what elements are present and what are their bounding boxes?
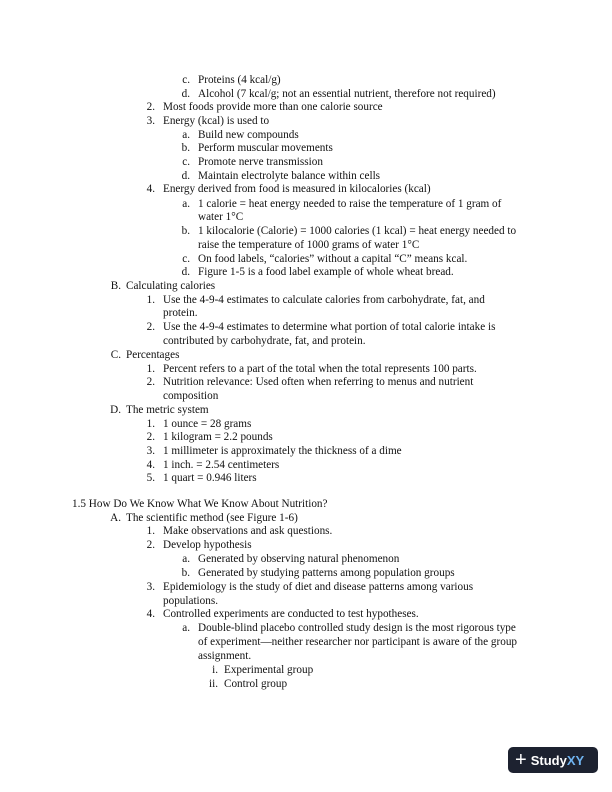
list-marker: 2.	[146, 376, 155, 388]
list-item-text: Figure 1-5 is a food label example of whole wheat bread.	[198, 266, 454, 278]
list-item-text: Percent refers to a part of the total when the total represents 100 parts.	[163, 363, 477, 375]
list-item-text: Generated by studying patterns among population groups	[198, 567, 455, 579]
list-marker: A.	[110, 512, 121, 524]
list-item-text: 1 inch. = 2.54 centimeters	[163, 459, 280, 471]
list-marker: a.	[182, 198, 190, 210]
list-marker: 2.	[146, 539, 155, 551]
list-marker: 3.	[146, 445, 155, 457]
list-marker: 1.	[146, 525, 155, 537]
list-item-text: 1 kilocalorie (Calorie) = 1000 calories (1 kcal) = heat energy needed to	[198, 225, 517, 237]
list-item-text: Energy derived from food is measured in kilocalories (kcal)	[163, 183, 431, 195]
list-item-text: 1 kilogram = 2.2 pounds	[163, 431, 273, 443]
list-marker: 5.	[146, 472, 155, 484]
list-marker: i.	[212, 664, 218, 676]
list-item-text: 1 millimeter is approximately the thickness of a dime	[163, 445, 402, 457]
list-marker: 1.	[146, 363, 155, 375]
list-item-text: Make observations and ask questions.	[163, 525, 333, 537]
list-marker: ii.	[208, 678, 218, 690]
list-item-text: Develop hypothesis	[163, 539, 252, 551]
list-marker: 4.	[146, 608, 155, 620]
list-marker: d.	[181, 266, 190, 278]
section-heading: 1.5 How Do We Know What We Know About Nutrition?	[72, 498, 328, 510]
list-item-text: populations.	[163, 595, 219, 607]
list-marker: 4.	[146, 459, 155, 471]
list-marker: a.	[182, 622, 190, 634]
list-marker: B.	[110, 280, 121, 292]
list-item-text: Controlled experiments are conducted to test hypotheses.	[163, 608, 419, 620]
list-item-text: raise the temperature of 1000 grams of water 1°C	[198, 239, 420, 251]
list-item-text: The scientific method (see Figure 1-6)	[126, 512, 298, 524]
list-marker: d.	[181, 170, 190, 182]
list-item-text: assignment.	[198, 650, 252, 662]
list-item-text: composition	[163, 390, 219, 402]
list-item-text: Most foods provide more than one calorie source	[163, 101, 383, 113]
list-item-text: The metric system	[126, 404, 209, 416]
list-item-text: Proteins (4 kcal/g)	[198, 74, 281, 86]
list-item-text: Promote nerve transmission	[198, 156, 323, 168]
list-item-text: Double-blind placebo controlled study design is the most rigorous type	[198, 622, 516, 634]
list-item-text: 1 quart = 0.946 liters	[163, 472, 257, 484]
list-item-text: Experimental group	[224, 664, 314, 676]
list-item-text: contributed by carbohydrate, fat, and protein.	[163, 335, 366, 347]
list-marker: b.	[181, 142, 190, 154]
list-item-text: Use the 4-9-4 estimates to calculate calories from carbohydrate, fat, and	[163, 294, 485, 306]
list-item-text: Use the 4-9-4 estimates to determine what portion of total calorie intake is	[163, 321, 496, 333]
list-item-text: Generated by observing natural phenomenon	[198, 553, 400, 565]
list-item-text: of experiment—neither researcher nor participant is aware of the group	[198, 636, 518, 648]
plus-icon: +	[515, 749, 527, 771]
list-item-text: 1 ounce = 28 grams	[163, 418, 252, 430]
list-marker: C.	[110, 349, 121, 361]
watermark-brand-xy: XY	[566, 752, 585, 768]
list-marker: 1.	[146, 418, 155, 430]
list-marker: b.	[181, 567, 190, 579]
list-item-text: Epidemiology is the study of diet and disease patterns among various	[163, 581, 474, 593]
list-marker: 2.	[146, 321, 155, 333]
list-marker: 3.	[146, 115, 155, 127]
list-marker: d.	[181, 88, 190, 100]
list-marker: 2.	[146, 101, 155, 113]
list-item-text: Percentages	[126, 349, 180, 361]
list-item-text: Build new compounds	[198, 129, 299, 141]
list-item-text: water 1°C	[198, 211, 244, 223]
list-item-text: protein.	[163, 307, 198, 319]
watermark-brand-study: Study	[530, 752, 567, 768]
list-marker: a.	[182, 129, 190, 141]
list-marker: 2.	[146, 431, 155, 443]
list-marker: c.	[182, 253, 190, 265]
list-item-text: Calculating calories	[126, 280, 216, 292]
list-marker: 1.	[146, 294, 155, 306]
list-item-text: On food labels, “calories” without a capital “C” means kcal.	[198, 253, 468, 265]
list-marker: 4.	[146, 183, 155, 195]
list-item-text: Maintain electrolyte balance within cells	[198, 170, 381, 182]
list-item-text: Nutrition relevance: Used often when referring to menus and nutrient	[163, 376, 474, 388]
list-marker: a.	[182, 553, 190, 565]
list-item-text: 1 calorie = heat energy needed to raise the temperature of 1 gram of	[198, 198, 502, 210]
list-item-text: Alcohol (7 kcal/g; not an essential nutrient, therefore not required)	[198, 88, 496, 100]
list-item-text: Perform muscular movements	[198, 142, 333, 154]
list-item-text: Energy (kcal) is used to	[163, 115, 270, 127]
studyxy-watermark[interactable]	[508, 747, 598, 773]
list-item-text: Control group	[224, 678, 288, 690]
list-marker: D.	[110, 404, 121, 416]
list-marker: b.	[181, 225, 190, 237]
list-marker: 3.	[146, 581, 155, 593]
list-marker: c.	[182, 156, 190, 168]
list-marker: c.	[182, 74, 190, 86]
